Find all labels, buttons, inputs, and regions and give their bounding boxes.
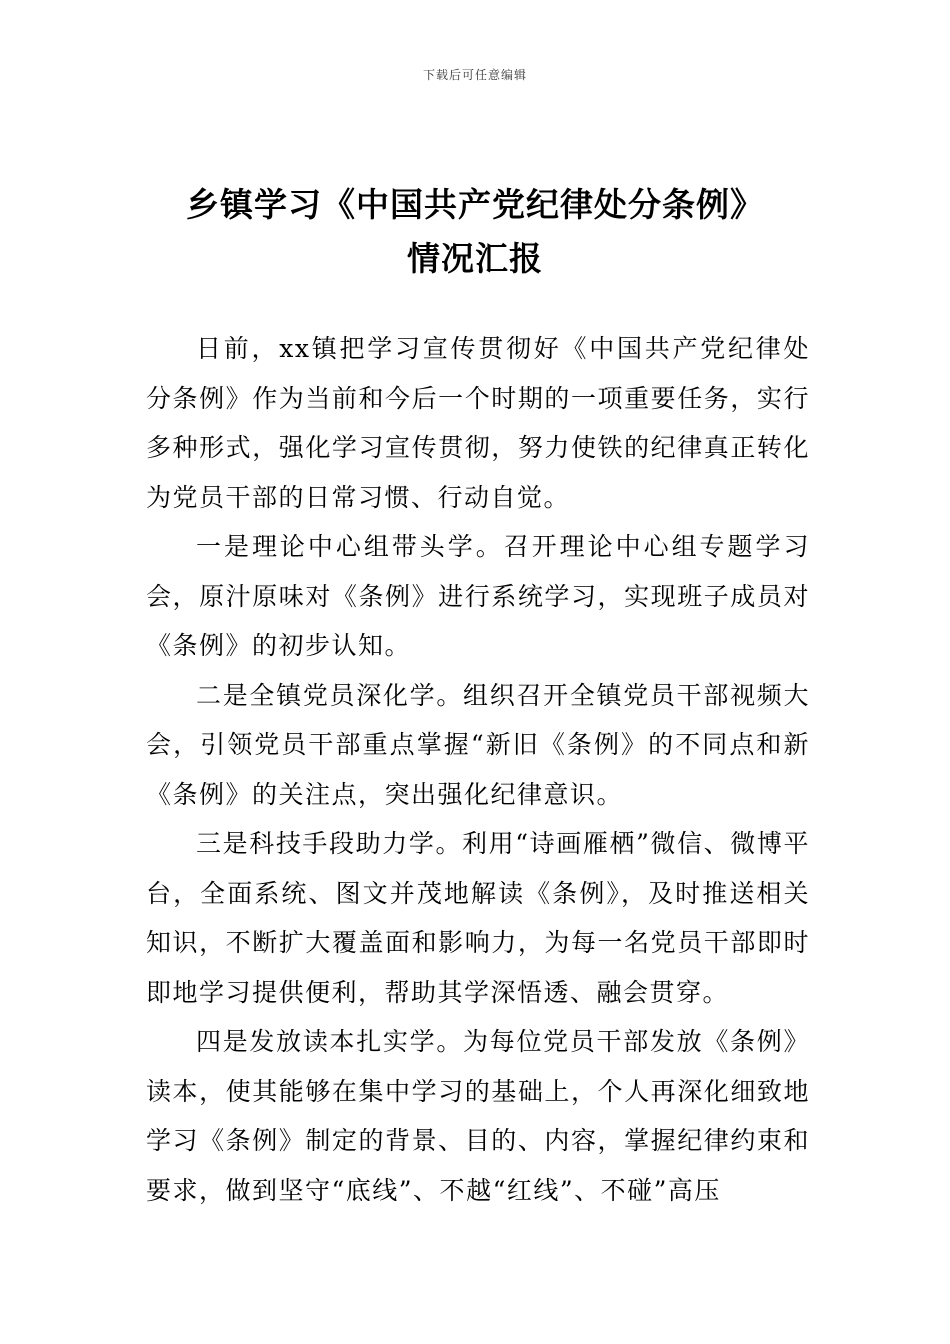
paragraph-intro: 日前，xx镇把学习宣传贯彻好《中国共产党纪律处分条例》作为当前和今后一个时期的一项重要任务，实行多种形式，强化学习宣传贯彻，努力使铁的纪律真正转化为党员干部的日常习惯、行动自觉。 <box>146 334 810 512</box>
paragraph-point-1: 一是理论中心组带头学。召开理论中心组专题学习会，原汁原味对《条例》进行系统学习，实现班子成员对《条例》的初步认知。 <box>146 532 810 660</box>
document-title <box>0 178 950 286</box>
title-line-1: 乡镇学习《中国共产党纪律处分条例》 <box>186 185 764 224</box>
paragraph-point-4: 四是发放读本扎实学。为每位党员干部发放《条例》读本，使其能够在集中学习的基础上，个人再深化细致地学习《条例》制定的背景、目的、内容，掌握纪律约束和要求，做到坚守“底线”、不越“红线”、不碰”高压 <box>146 1027 810 1205</box>
page-header-note: 下载后可任意编辑 <box>422 68 527 82</box>
paragraph-point-2: 二是全镇党员深化学。组织召开全镇党员干部视频大会，引领党员干部重点掌握“新旧《条例》的不同点和新《条例》的关注点，突出强化纪律意识。 <box>146 680 810 809</box>
paragraph-point-3: 三是科技手段助力学。利用“诗画雁栖”微信、微博平台，全面系统、图文并茂地解读《条例》，及时推送相关知识，不断扩大覆盖面和影响力，为每一名党员干部即时即地学习提供便利，帮助其学深悟透、融会贯穿。 <box>146 829 810 1007</box>
document-body <box>146 324 810 1215</box>
title-line-2: 情况汇报 <box>407 239 543 278</box>
